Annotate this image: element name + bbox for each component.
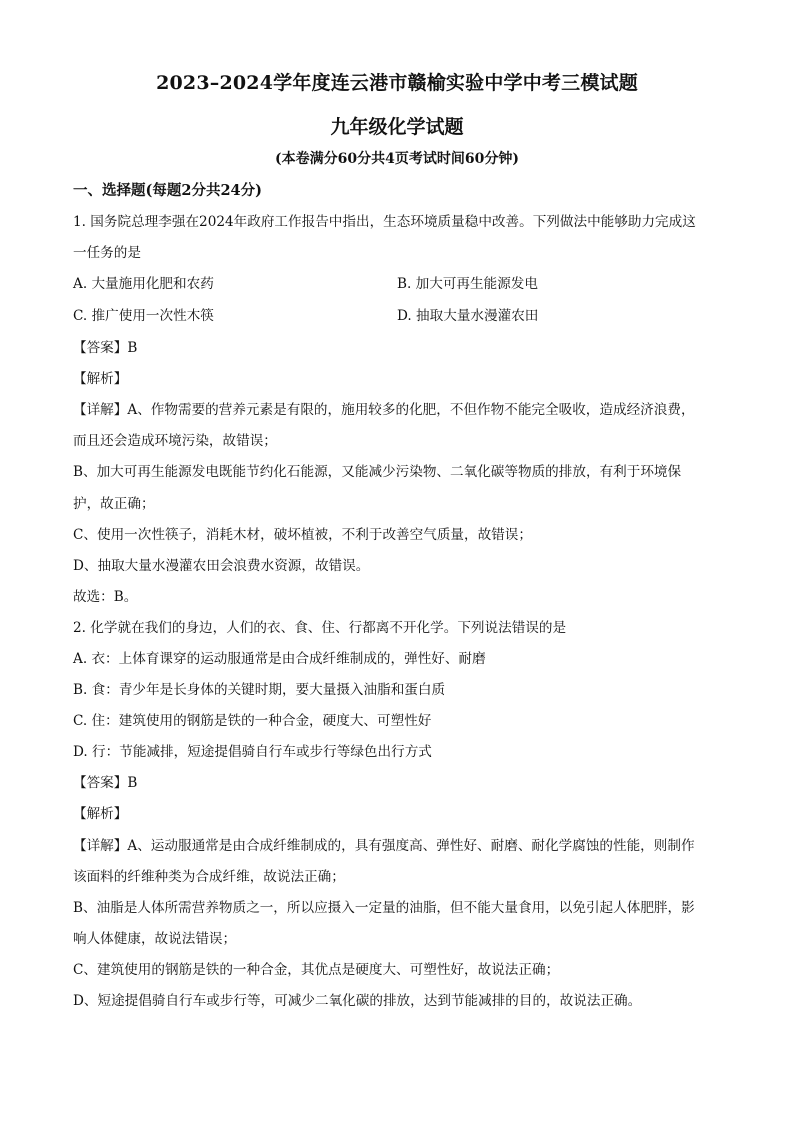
q2-analysis-label: 【解析】 [73,806,128,822]
q2-detail-line1: 【详解】A、运动服通常是由合成纤维制成的，具有强度高、弹性好、耐磨、耐化学腐蚀的性能，则制作 [73,838,695,854]
q1-detail-line4: 护，故正确； [73,496,155,512]
q2-option-d: D. 行：节能减排，短途提倡骑自行车或步行等绿色出行方式 [73,744,432,760]
q2-detail-line6: D、短途提倡骑自行车或步行等，可减少二氧化碳的排放，达到节能减排的目的，故说法正确。 [73,993,642,1009]
q2-detail-line5: C、建筑使用的钢筋是铁的一种合金，其优点是硬度大、可塑性好，故说法正确； [73,962,560,978]
q2-option-a: A. 衣：上体育课穿的运动服通常是由合成纤维制成的，弹性好、耐磨 [73,651,486,667]
q1-option-d: D. 抽取大量水漫灌农田 [397,308,539,324]
q2-option-c: C. 住：建筑使用的钢筋是铁的一种合金，硬度大、可塑性好 [73,713,432,729]
q1-stem-line2: 一任务的是 [73,245,141,261]
q1-detail-line1: 【详解】A、作物需要的营养元素是有限的，施用较多的化肥，不但作物不能完全吸收，造成经济浪费， [73,402,695,418]
q1-detail-line6: D、抽取大量水漫灌农田会浪费水资源，故错误。 [73,558,370,574]
q2-stem: 2. 化学就在我们的身边，人们的衣、食、住、行都离不开化学。下列说法错误的是 [73,620,567,636]
exam-subject-title: 九年级化学试题 [330,116,464,138]
q2-detail-line4: 响人体健康，故说法错误； [73,931,237,947]
q1-conclusion: 故选：B。 [73,589,138,605]
exam-note: (本卷满分60分共4页考试时间60分钟) [275,151,519,167]
q2-detail-line2: 该面料的纤维种类为合成纤维，故说法正确； [73,869,345,885]
exam-title: 2023–2024学年度连云港市赣榆实验中学中考三模试题 [156,72,638,94]
q1-stem-line1: 1. 国务院总理李强在2024年政府工作报告中指出，生态环境质量稳中改善。下列做法中能够助力完成这 [73,214,696,230]
q1-detail-line3: B、加大可再生能源发电既能节约化石能源，又能减少污染物、二氧化碳等物质的排放，有利于环境保 [73,464,682,480]
q1-option-c: C. 推广使用一次性木筷 [73,308,214,324]
q1-answer: 【答案】B [73,340,138,356]
q1-analysis-label: 【解析】 [73,371,128,387]
section-heading: 一、选择题(每题2分共24分) [73,182,262,199]
q1-detail-line5: C、使用一次性筷子，消耗木材，破坏植被，不利于改善空气质量，故错误； [73,527,532,543]
q1-detail-line2: 而且还会造成环境污染，故错误； [73,433,277,449]
q2-answer: 【答案】B [73,775,138,791]
q1-option-b: B. 加大可再生能源发电 [397,276,538,292]
q2-option-b: B. 食：青少年是长身体的关键时期，要大量摄入油脂和蛋白质 [73,682,446,698]
q1-option-a: A. 大量施用化肥和农药 [73,276,214,292]
q2-detail-line3: B、油脂是人体所需营养物质之一，所以应摄入一定量的油脂，但不能大量食用，以免引起人体肥胖，影 [73,900,695,916]
